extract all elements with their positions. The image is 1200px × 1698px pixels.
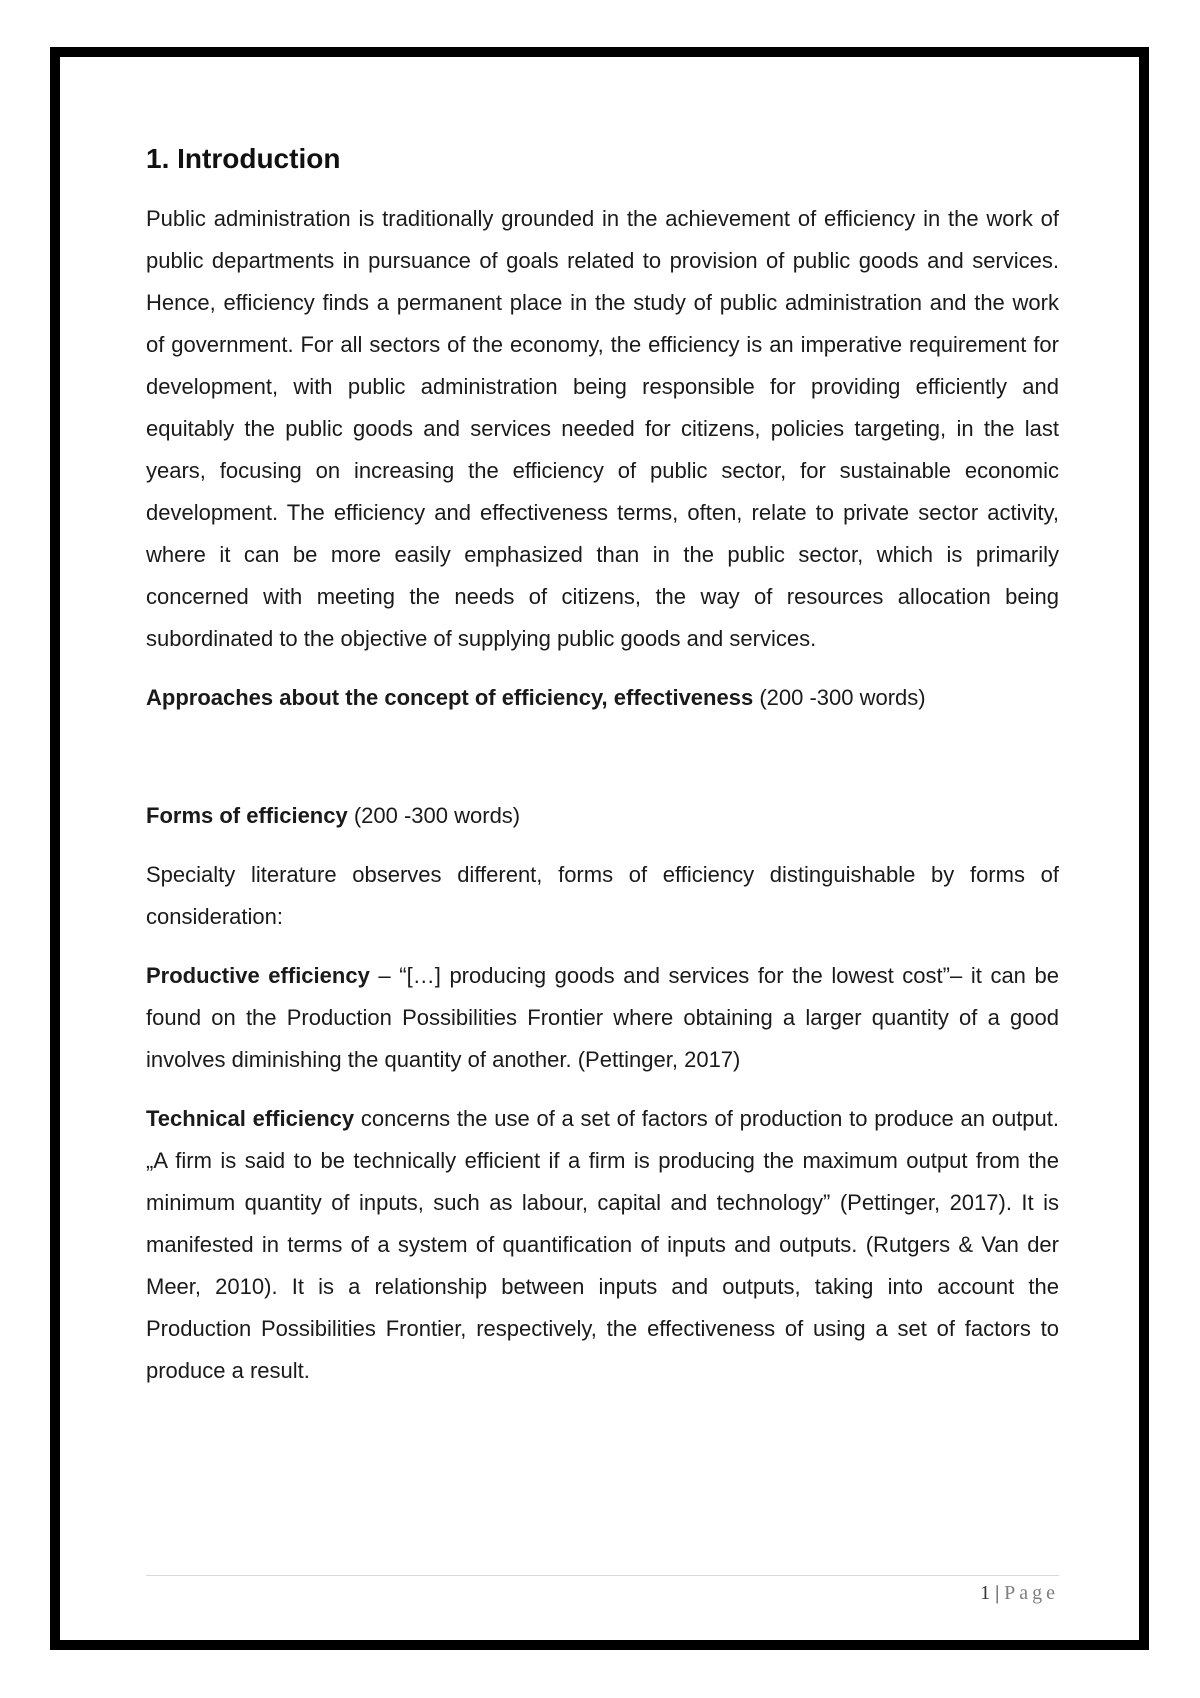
productive-efficiency-term: Productive efficiency: [146, 962, 370, 988]
page-footer: [146, 1582, 1059, 1605]
footer-rule: [146, 1575, 1059, 1576]
page-label: Page: [1004, 1582, 1059, 1604]
blank-space: [146, 736, 1059, 795]
approaches-subheading: [146, 677, 1059, 719]
forms-title: Forms of efficiency: [146, 802, 348, 828]
intro-paragraph: Public administration is traditionally grounded in the achievement of efficiency in the work of public departments in pursuance of goals related to provision of public goods and services. Hence, efficiency finds a permanent place in the study of public administration and the work of government. For all sectors of the economy, the efficiency is an imperative requirement for development, with public administration being responsible for providing efficiently and equitably the public goods and services needed for citizens, policies targeting, in the last years, focusing on increasing the efficiency of public sector, for sustainable economic development. The efficiency and effectiveness terms, often, relate to private sector activity, where it can be more easily emphasized than in the public sector, which is primarily concerned with meeting the needs of citizens, the way of resources allocation being subordinated to the objective of supplying public goods and services.: [146, 205, 1059, 651]
technical-efficiency-paragraph: [146, 1098, 1059, 1392]
productive-efficiency-paragraph: [146, 955, 1059, 1081]
specialty-paragraph: Specialty literature observes different, forms of efficiency distinguishable by forms of consideration:: [146, 861, 1059, 929]
page-number: 1: [980, 1582, 991, 1604]
forms-subheading: [146, 795, 1059, 837]
technical-efficiency-term: Technical efficiency: [146, 1105, 355, 1131]
page-separator: |: [995, 1582, 1000, 1604]
approaches-title: Approaches about the concept of efficiency, effectiveness: [146, 684, 754, 710]
forms-word-count: (200 -300 words): [347, 802, 521, 828]
approaches-word-count: (200 -300 words): [753, 684, 926, 710]
productive-efficiency-text: – “[…] producing goods and services for the lowest cost”– it can be found on the Production Possibilities Frontier where obtaining a larger quantity of a good involves diminishing the quantity of another. (Pettinger, 2017): [146, 962, 1059, 1072]
document-body: [146, 142, 1059, 1409]
technical-efficiency-text: concerns the use of a set of factors of production to produce an output. „A firm is said to be technically efficient if a firm is producing the maximum output from the minimum quantity of inputs, such as labour, capital and technology” (Pettinger, 2017). It is manifested in terms of a system of quantification of inputs and outputs. (Rutgers & Van der Meer, 2010). It is a relationship between inputs and outputs, taking into account the Production Possibilities Frontier, respectively, the effectiveness of using a set of factors to produce a result.: [146, 1105, 1060, 1383]
section-heading: 1. Introduction: [146, 143, 341, 174]
